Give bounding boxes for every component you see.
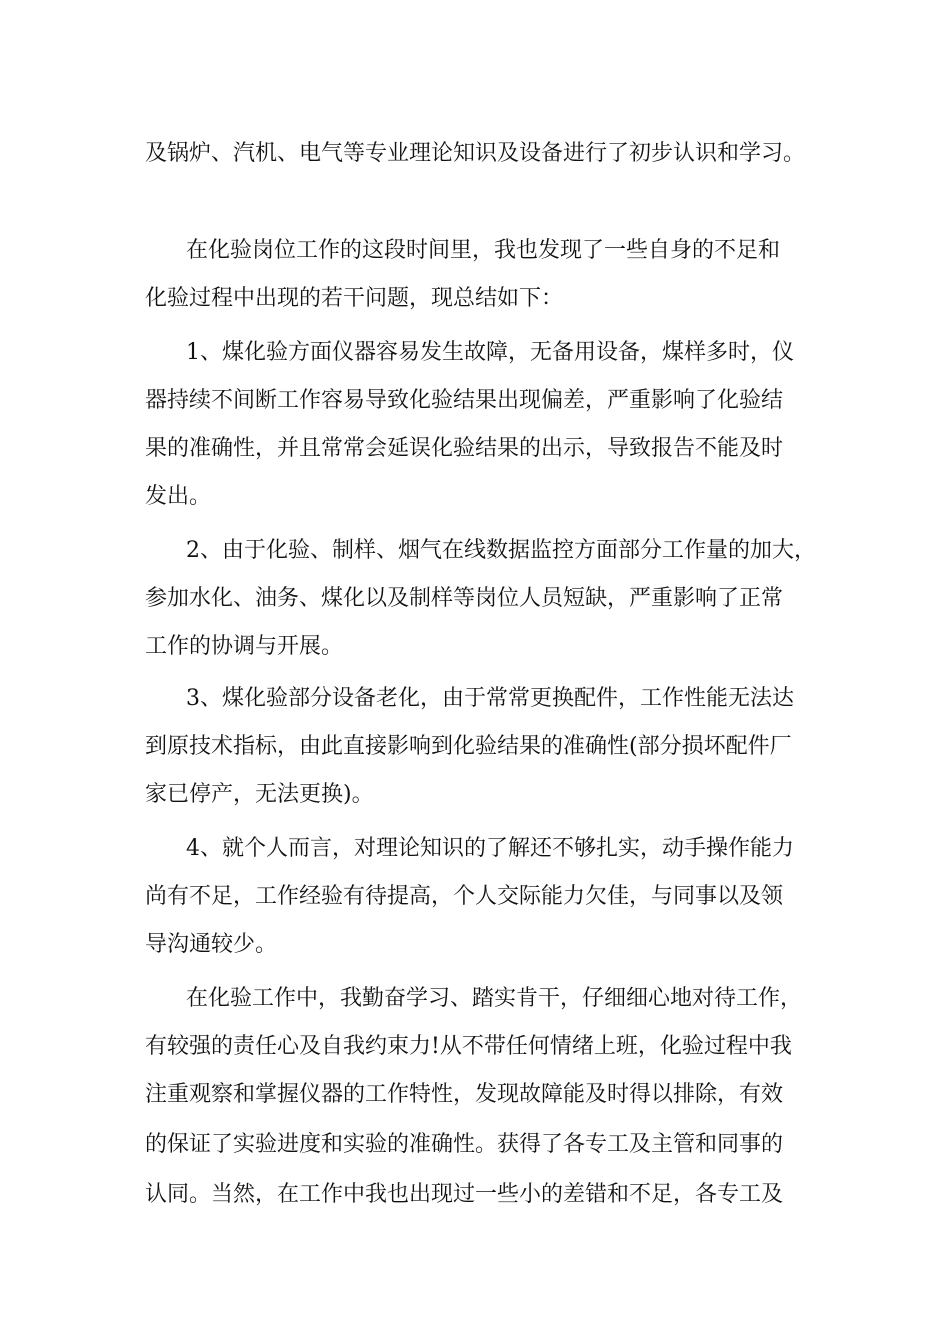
text-line: 在化验岗位工作的这段时间里，我也发现了一些自身的不足和	[186, 238, 781, 263]
text-line: 化验过程中出现的若干问题，现总结如下：	[145, 286, 564, 311]
text-line: 有较强的责任心及自我约束力!从不带任何情绪上班，化验过程中我	[145, 1034, 792, 1059]
text-line: 参加水化、油务、煤化以及制样等岗位人员短缺，严重影响了正常	[145, 586, 784, 611]
text-line: 器持续不间断工作容易导致化验结果出现偏差，严重影响了化验结	[145, 388, 784, 413]
text-line: 发出。	[145, 484, 212, 509]
text-line: 2、由于化验、制样、烟气在线数据监控方面部分工作量的加大，	[186, 538, 816, 563]
text-line: 在化验工作中，我勤奋学习、踏实肯干，仔细细心地对待工作，	[186, 986, 803, 1011]
text-line: 到原技术指标，由此直接影响到化验结果的准确性(部分损坏配件厂	[145, 734, 792, 759]
text-line: 3、煤化验部分设备老化，由于常常更换配件，工作性能无法达	[186, 686, 794, 711]
text-line: 工作的协调与开展。	[145, 634, 344, 659]
text-line: 尚有不足，工作经验有待提高，个人交际能力欠佳，与同事以及领	[145, 884, 784, 909]
text-line: 认同。当然，在工作中我也出现过一些小的差错和不足，各专工及	[145, 1182, 784, 1207]
text-line: 导沟通较少。	[145, 932, 278, 957]
text-line: 1、煤化验方面仪器容易发生故障，无备用设备，煤样多时，仪	[186, 340, 794, 365]
text-line: 注重观察和掌握仪器的工作特性，发现故障能及时得以排除，有效	[145, 1082, 784, 1107]
text-line: 4、就个人而言，对理论知识的了解还不够扎实，动手操作能力	[186, 836, 794, 861]
text-line: 及锅炉、汽机、电气等专业理论知识及设备进行了初步认识和学习。	[145, 141, 806, 166]
text-line: 的保证了实验进度和实验的准确性。获得了各专工及主管和同事的	[145, 1132, 784, 1157]
text-line: 果的准确性，并且常常会延误化验结果的出示，导致报告不能及时	[145, 436, 784, 461]
text-line: 家已停产，无法更换)。	[145, 782, 374, 807]
